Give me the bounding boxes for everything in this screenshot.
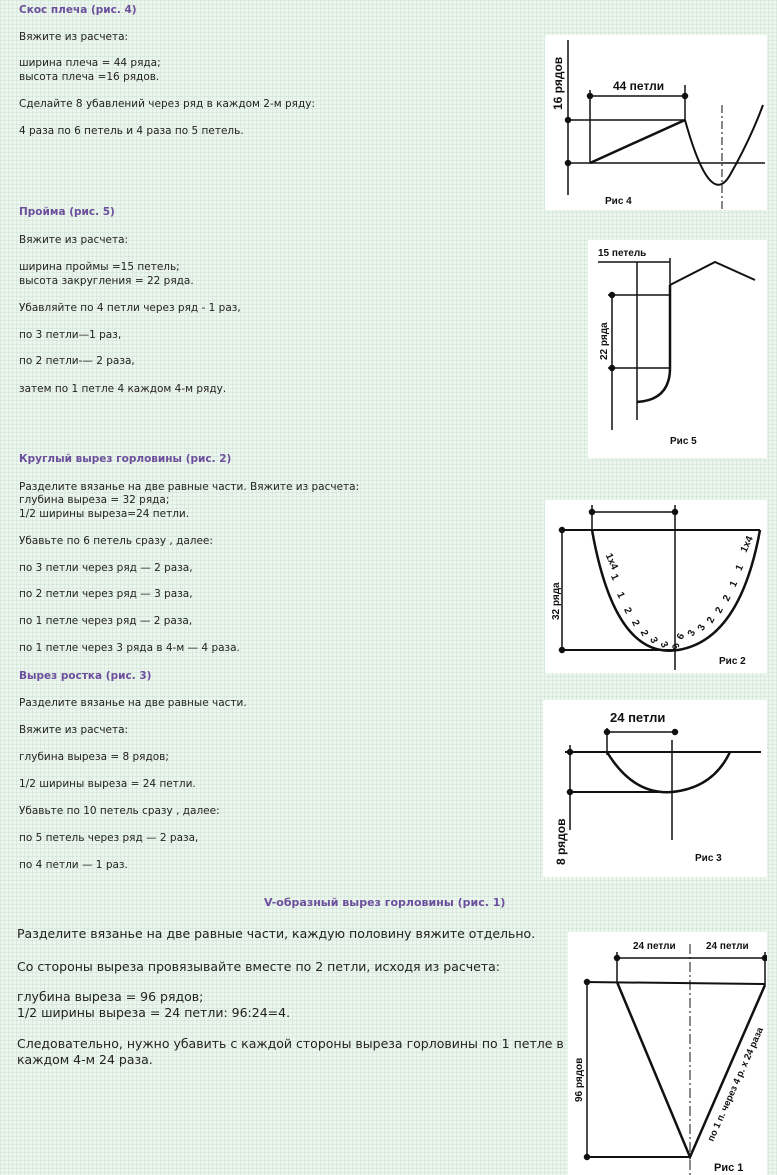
section-title-armhole: Пройма (рис. 5) xyxy=(19,206,115,218)
text-line: по 4 петли — 1 раз. xyxy=(19,859,128,871)
curve-mark-left: 3 xyxy=(647,635,660,646)
text-line: Вяжите из расчета: xyxy=(19,724,129,736)
curve-mark-right: 2 xyxy=(705,615,718,625)
section-title-v-neck: V-образный вырез горловины (рис. 1) xyxy=(264,896,506,909)
text-line: 1/2 ширины выреза = 24 петли: 96:24=4. xyxy=(17,1005,291,1020)
text-line: ширина плеча = 44 ряда; xyxy=(19,57,161,69)
right-width-label: 24 петли xyxy=(706,941,749,952)
slope-label: по 1 п. через 4 р. х 24 раза xyxy=(705,1025,767,1144)
curve-mark-right: 3 xyxy=(695,622,709,633)
curve-mark-left: 1x4 xyxy=(602,551,620,572)
figure-caption: Рис 1 xyxy=(714,1162,744,1174)
curve-mark-right: 2 xyxy=(713,605,726,616)
text-line: Убавляйте по 4 петли через ряд - 1 раз, xyxy=(19,302,241,314)
height-label: 8 рядов xyxy=(554,818,568,865)
text-line: Со стороны выреза провязывайте вместе по 2 петли, исходя из расчета: xyxy=(17,959,500,974)
section-title-back-neck: Вырез ростка (рис. 3) xyxy=(19,670,152,682)
text-line: по 3 петли через ряд — 2 раза, xyxy=(19,562,193,574)
figure-3-back-neck-diagram xyxy=(543,700,767,877)
curve-mark-left: 1 xyxy=(608,572,621,583)
figure-caption: Рис 3 xyxy=(695,853,722,864)
text-line: высота закругления = 22 ряда. xyxy=(19,275,194,287)
text-line: ширина проймы =15 петель; xyxy=(19,261,180,273)
figure-caption: Рис 4 xyxy=(605,196,632,207)
curve-mark-left: 2 xyxy=(637,628,651,639)
figure-caption: Рис 5 xyxy=(670,436,697,447)
text-line: глубина выреза = 8 рядов; xyxy=(19,751,169,763)
text-line: по 5 петель через ряд — 2 раза, xyxy=(19,832,199,844)
width-label: 15 петель xyxy=(598,248,647,259)
curve-mark-left: 2 xyxy=(621,605,634,616)
left-width-label: 24 петли xyxy=(633,941,676,952)
height-label: 96 рядов xyxy=(574,1057,585,1102)
figure-5-armhole-diagram xyxy=(588,240,767,458)
text-line: высота плеча =16 рядов. xyxy=(19,71,160,83)
text-line: 4 раза по 6 петель и 4 раза по 5 петель. xyxy=(19,125,244,137)
curve-mark-right: 3 xyxy=(685,628,699,639)
text-line: каждом 4-м 24 раза. xyxy=(17,1052,153,1067)
figure-1-v-neck-diagram xyxy=(568,932,767,1175)
curve-mark-right: 2 xyxy=(721,593,734,604)
text-line: глубина выреза = 32 ряда; xyxy=(19,494,170,506)
width-label: 44 петли xyxy=(613,79,665,93)
curve-mark-right: 1x4 xyxy=(738,534,756,555)
text-line: Разделите вязанье на две равные части, каждую половину вяжите отдельно. xyxy=(17,926,536,941)
section-title-shoulder: Скос плеча (рис. 4) xyxy=(19,4,137,16)
text-line: Вяжите из расчета: xyxy=(19,31,129,43)
text-line: Сделайте 8 убавлений через ряд в каждом 2-м ряду: xyxy=(19,98,315,110)
text-line: Вяжите из расчета: xyxy=(19,234,129,246)
figure-2-round-neck-diagram xyxy=(545,500,767,673)
text-line: по 3 петли—1 раз, xyxy=(19,329,122,341)
text-line: по 1 петле через 3 ряда в 4-м — 4 раза. xyxy=(19,642,240,654)
text-line: Убавьте по 10 петель сразу , далее: xyxy=(19,805,220,817)
height-label: 22 ряда xyxy=(599,322,610,360)
curve-mark-left: 1 xyxy=(614,590,627,601)
figure-4-shoulder-diagram xyxy=(545,35,767,210)
text-line: по 2 петли-— 2 раза, xyxy=(19,355,135,367)
text-line: Убавьте по 6 петель сразу , далее: xyxy=(19,535,213,547)
height-label: 32 ряда xyxy=(551,582,562,620)
curve-mark-right: 6 xyxy=(675,631,688,642)
text-line: затем по 1 петле 4 каждом 4-м ряду. xyxy=(19,383,227,395)
curve-mark-left: 2 xyxy=(629,618,642,629)
section-title-round-neck: Круглый вырез горловины (рис. 2) xyxy=(19,453,232,465)
curve-mark-left: 3 xyxy=(657,640,670,650)
section-divider xyxy=(0,884,777,885)
height-label: 16 рядов xyxy=(551,56,565,110)
figure-caption: Рис 2 xyxy=(719,656,746,667)
text-line: 1/2 ширины выреза = 24 петли. xyxy=(19,778,196,790)
curve-mark-right: 1 xyxy=(733,563,747,573)
text-line: глубина выреза = 96 рядов; xyxy=(17,989,204,1004)
text-line: Разделите вязанье на две равные части. xyxy=(19,697,247,709)
text-line: Разделите вязанье на две равные части. Вяжите из расчета: xyxy=(19,481,360,493)
text-line: по 2 петли через ряд — 3 раза, xyxy=(19,588,193,600)
text-line: Следовательно, нужно убавить с каждой стороны выреза горловины по 1 петле в xyxy=(17,1036,564,1051)
text-line: 1/2 ширины выреза=24 петли. xyxy=(19,508,190,520)
width-label: 24 петли xyxy=(610,710,666,725)
text-line: по 1 петле через ряд — 2 раза, xyxy=(19,615,193,627)
curve-mark-left: 6 xyxy=(668,641,682,652)
curve-mark-right: 1 xyxy=(727,579,741,590)
